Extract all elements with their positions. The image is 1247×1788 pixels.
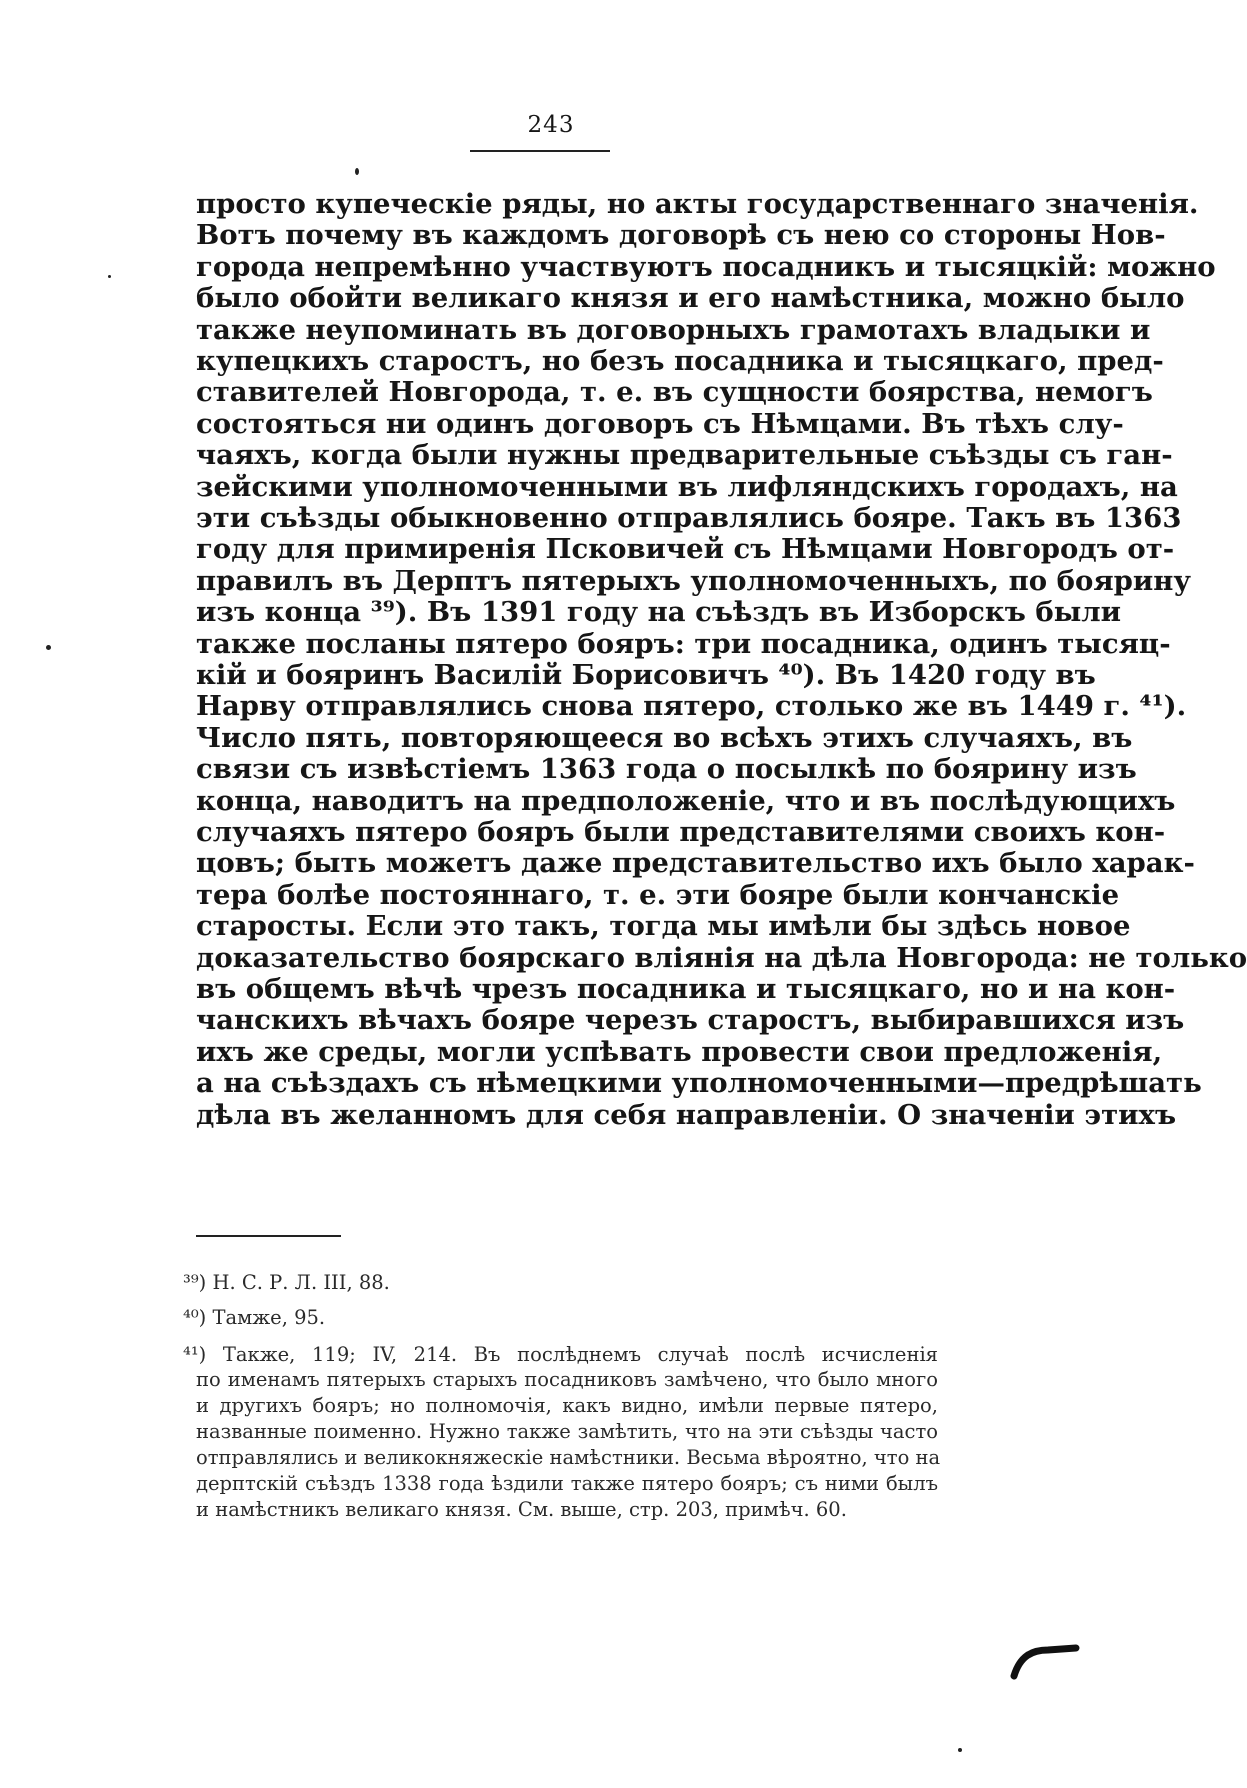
footnote-line: отправлялись и великокняжескiе намѣстники. Весьма вѣроятно, что на [196, 1446, 941, 1469]
body-line: купецкихъ старостъ, но безъ посадника и тысяцкаго, пред- [196, 345, 1164, 377]
scan-speck [355, 168, 359, 175]
body-line: правилъ въ Дерптъ пятерыхъ уполномоченныхъ, по боярину [196, 564, 1192, 597]
body-line: цовъ; быть можетъ даже представительство ихъ было харак- [196, 847, 1195, 880]
body-line: въ общемъ вѣчѣ чрезъ посадника и тысяцкаго, но и на кон- [196, 973, 1176, 1005]
body-line: тера болѣе постояннаго, т. е. эти бояре были кончанскiе [196, 878, 1120, 911]
body-line: кiй и бояринъ Василiй Борисовичъ ⁴⁰). Въ 1420 году въ [196, 659, 1096, 691]
footnote-line: и намѣстникъ великаго князя. См. выше, стр. 203, примѣч. 60. [196, 1498, 847, 1521]
body-line: города непремѣнно участвуютъ посадникъ и тысяцкiй: можно [196, 250, 1216, 283]
footnote-line: по именамъ пятерыхъ старыхъ посадниковъ замѣчено, что было много [196, 1368, 938, 1391]
body-line: зейскими уполномоченными въ лифляндскихъ городахъ, на [196, 470, 1178, 503]
body-line: чанскихъ вѣчахъ бояре черезъ старостъ, выбиравшихся изъ [196, 1004, 1185, 1037]
page-number-rule [470, 150, 610, 152]
body-line: эти съѣзды обыкновенно отправлялись бояре. Такъ въ 1363 [196, 502, 1182, 534]
footnote-line: ⁴¹) Также, 119; IV, 214. Въ послѣднемъ случаѣ послѣ исчисленiя [183, 1343, 938, 1366]
footnote-line: ³⁹) Н. С. Р. Л. III, 88. [183, 1271, 390, 1294]
body-line: просто купеческiе ряды, но акты государственнаго значенiя. [196, 188, 1199, 220]
page-number: 243 [527, 112, 575, 138]
body-line: конца, наводитъ на предположенiе, что и въ послѣдующихъ [196, 784, 1176, 817]
body-line: случаяхъ пятеро бояръ были представителями своихъ кон- [196, 816, 1166, 848]
body-line: было обойти великаго князя и его намѣстника, можно было [196, 282, 1185, 315]
footnote-line: ⁴⁰) Тамже, 95. [183, 1306, 326, 1329]
scan-speck [108, 275, 111, 278]
body-line: Нарву отправлялись снова пятеро, столько же въ 1449 г. ⁴¹). [196, 690, 1187, 723]
body-line: состояться ни одинъ договоръ съ Нѣмцами. Въ тѣхъ слу- [196, 407, 1124, 440]
body-line: доказательство боярскаго влiянiя на дѣла Новгорода: не только [196, 941, 1247, 974]
body-line: изъ конца ³⁹). Въ 1391 году на съѣздъ въ Изборскъ были [196, 596, 1122, 629]
scan-speck [958, 1748, 962, 1752]
footnote-line: дерптскiй съѣздъ 1338 года ѣздили также пятеро бояръ; съ ними былъ [196, 1472, 938, 1495]
scan-speck [46, 645, 51, 650]
body-line: а на съѣздахъ съ нѣмецкими уполномоченными—предрѣшать [196, 1067, 1202, 1100]
body-line: ихъ же среды, могли успѣвать провести свои предложенiя, [196, 1035, 1163, 1068]
body-line: также посланы пятеро бояръ: три посадника, одинъ тысяц- [196, 627, 1171, 660]
body-line: дѣла въ желанномъ для себя направленiи. О значенiи этихъ [196, 1098, 1177, 1131]
body-line: году для примиренiя Псковичей съ Нѣмцами Новгородъ от- [196, 533, 1175, 566]
body-line: Число пять, повторяющееся во всѣхъ этихъ случаяхъ, въ [196, 721, 1133, 754]
body-line: Вотъ почему въ каждомъ договорѣ съ нею со стороны Нов- [196, 219, 1166, 252]
ink-mark [1010, 1638, 1080, 1688]
body-line: старосты. Если это такъ, тогда мы имѣли бы здѣсь новое [196, 910, 1131, 943]
body-line: связи съ извѣстiемъ 1363 года о посылкѣ по боярину изъ [196, 753, 1137, 786]
body-line: чаяхъ, когда были нужны предварительные съѣзды съ ган- [196, 439, 1173, 472]
body-line: ставителей Новгорода, т. е. въ сущности боярства, немогъ [196, 376, 1153, 409]
footnote-line: названные поименно. Нужно также замѣтить, что на эти съѣзды часто [196, 1420, 938, 1443]
body-line: также неупоминать въ договорныхъ грамотахъ владыки и [196, 313, 1151, 346]
footnote-line: и другихъ бояръ; но полномочiя, какъ видно, имѣли первые пятеро, [196, 1394, 938, 1417]
footnote-rule [196, 1235, 341, 1237]
